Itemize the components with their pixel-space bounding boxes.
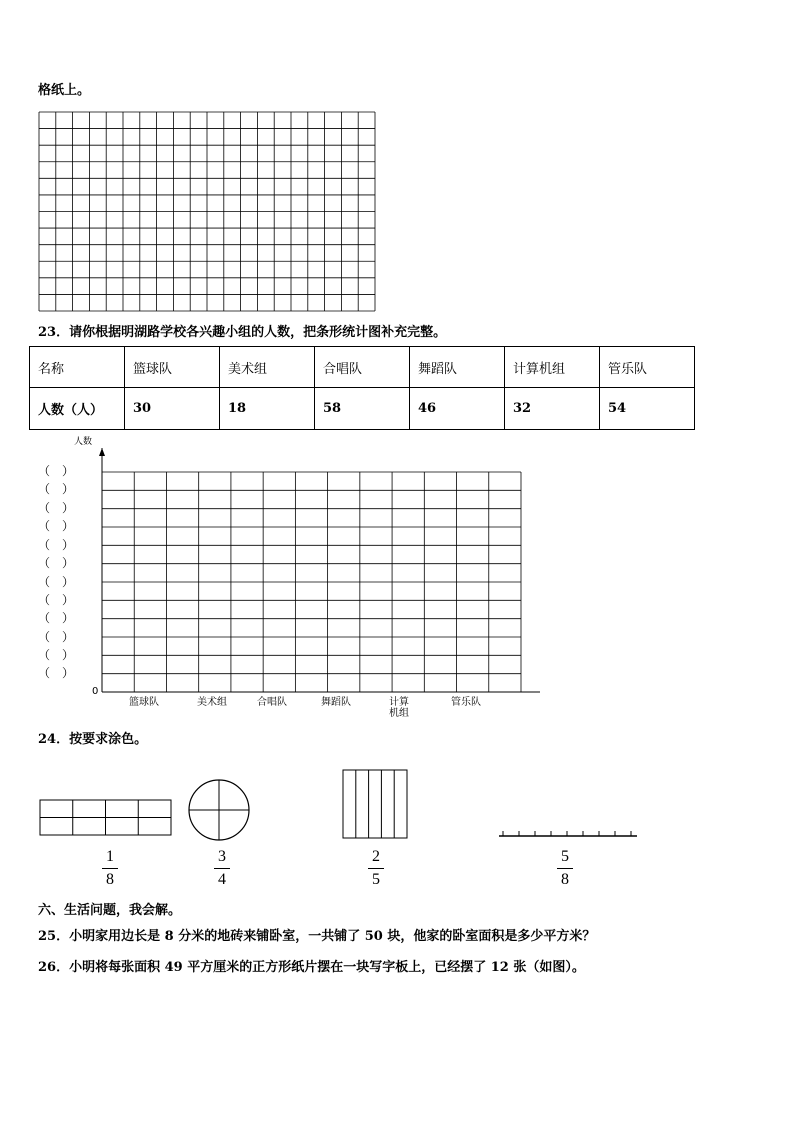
- fraction-numerator: 1: [106, 848, 114, 865]
- y-axis-title: 人数: [74, 437, 93, 447]
- table-header-row: [30, 347, 695, 388]
- table-cell: 人数（人）: [30, 388, 125, 430]
- question-25-text: 25．小明家用边长是 8 分米的地砖来铺卧室，一共铺了 50 块，他家的卧室面积是多少平方米？: [38, 929, 596, 944]
- y-axis-arrow: [99, 448, 105, 456]
- question-24-text: 24．按要求涂色。: [38, 732, 148, 747]
- fraction-three-quarters: [210, 848, 234, 889]
- fraction-numerator: 2: [372, 848, 380, 865]
- question-26-text: 26．小明将每张面积 49 平方厘米的正方形纸片摆在一块写字板上，已经摆了 12 张（如图）。: [38, 960, 585, 975]
- origin-label: 0: [92, 686, 99, 697]
- table-cell: 54: [600, 388, 695, 430]
- x-tick-label: 管乐队: [451, 697, 481, 708]
- y-blank-label: （ ）: [38, 556, 75, 570]
- y-blank-label: （ ）: [38, 630, 75, 644]
- fraction-denominator: 8: [561, 871, 569, 888]
- fraction-five-eighths: [553, 848, 577, 889]
- section-6-heading: 六、生活问题，我会解。: [38, 903, 182, 918]
- table-cell: 46: [410, 388, 505, 430]
- y-blank-label: （ ）: [38, 538, 75, 552]
- circle-quarters-shape: [187, 778, 251, 842]
- x-tick-label: 篮球队: [129, 697, 159, 708]
- y-blank-label: （ ）: [38, 648, 75, 662]
- fraction-two-fifths: [364, 848, 388, 889]
- table-row: [30, 388, 695, 430]
- fraction-bar: [214, 868, 230, 869]
- fraction-denominator: 4: [218, 871, 226, 888]
- group-count-table: [29, 346, 695, 430]
- table-cell: 名称: [30, 347, 125, 388]
- y-blank-label: （ ）: [38, 519, 75, 533]
- question-23-text: 23．请你根据明湖路学校各兴趣小组的人数，把条形统计图补充完整。: [38, 325, 447, 340]
- fraction-denominator: 8: [106, 871, 114, 888]
- table-cell: 美术组: [220, 347, 315, 388]
- x-tick-label: 舞蹈队: [321, 697, 351, 708]
- table-cell: 58: [315, 388, 410, 430]
- x-tick-label: 计算机组: [389, 697, 409, 719]
- table-cell: 篮球队: [125, 347, 220, 388]
- x-tick-label: 合唱队: [257, 697, 287, 708]
- y-blank-label: （ ）: [38, 611, 75, 625]
- fraction-one-eighth: [98, 848, 122, 889]
- table-cell: 管乐队: [600, 347, 695, 388]
- intro-line: 格纸上。: [38, 83, 91, 98]
- table-cell: 18: [220, 388, 315, 430]
- x-tick-label: 美术组: [197, 697, 227, 708]
- y-blank-label: （ ）: [38, 593, 75, 607]
- segmented-line-shape: [497, 826, 639, 838]
- rectangle-fifths-shape: [342, 769, 410, 841]
- fraction-denominator: 5: [372, 871, 380, 888]
- y-blank-label: （ ）: [38, 666, 75, 680]
- grid-paper: [38, 111, 378, 313]
- table-cell: 合唱队: [315, 347, 410, 388]
- y-blank-label: （ ）: [38, 482, 75, 496]
- table-cell: 30: [125, 388, 220, 430]
- table-cell: 32: [505, 388, 600, 430]
- rectangle-eighths-shape: [39, 799, 173, 837]
- y-blank-label: （ ）: [38, 464, 75, 478]
- fraction-bar: [368, 868, 384, 869]
- y-blank-label: （ ）: [38, 501, 75, 515]
- table-cell: 计算机组: [505, 347, 600, 388]
- table-cell: 舞蹈队: [410, 347, 505, 388]
- fraction-numerator: 3: [218, 848, 226, 865]
- fraction-bar: [557, 868, 573, 869]
- y-blank-label: （ ）: [38, 575, 75, 589]
- fraction-numerator: 5: [561, 848, 569, 865]
- bar-chart-grid: [90, 448, 542, 696]
- fraction-bar: [102, 868, 118, 869]
